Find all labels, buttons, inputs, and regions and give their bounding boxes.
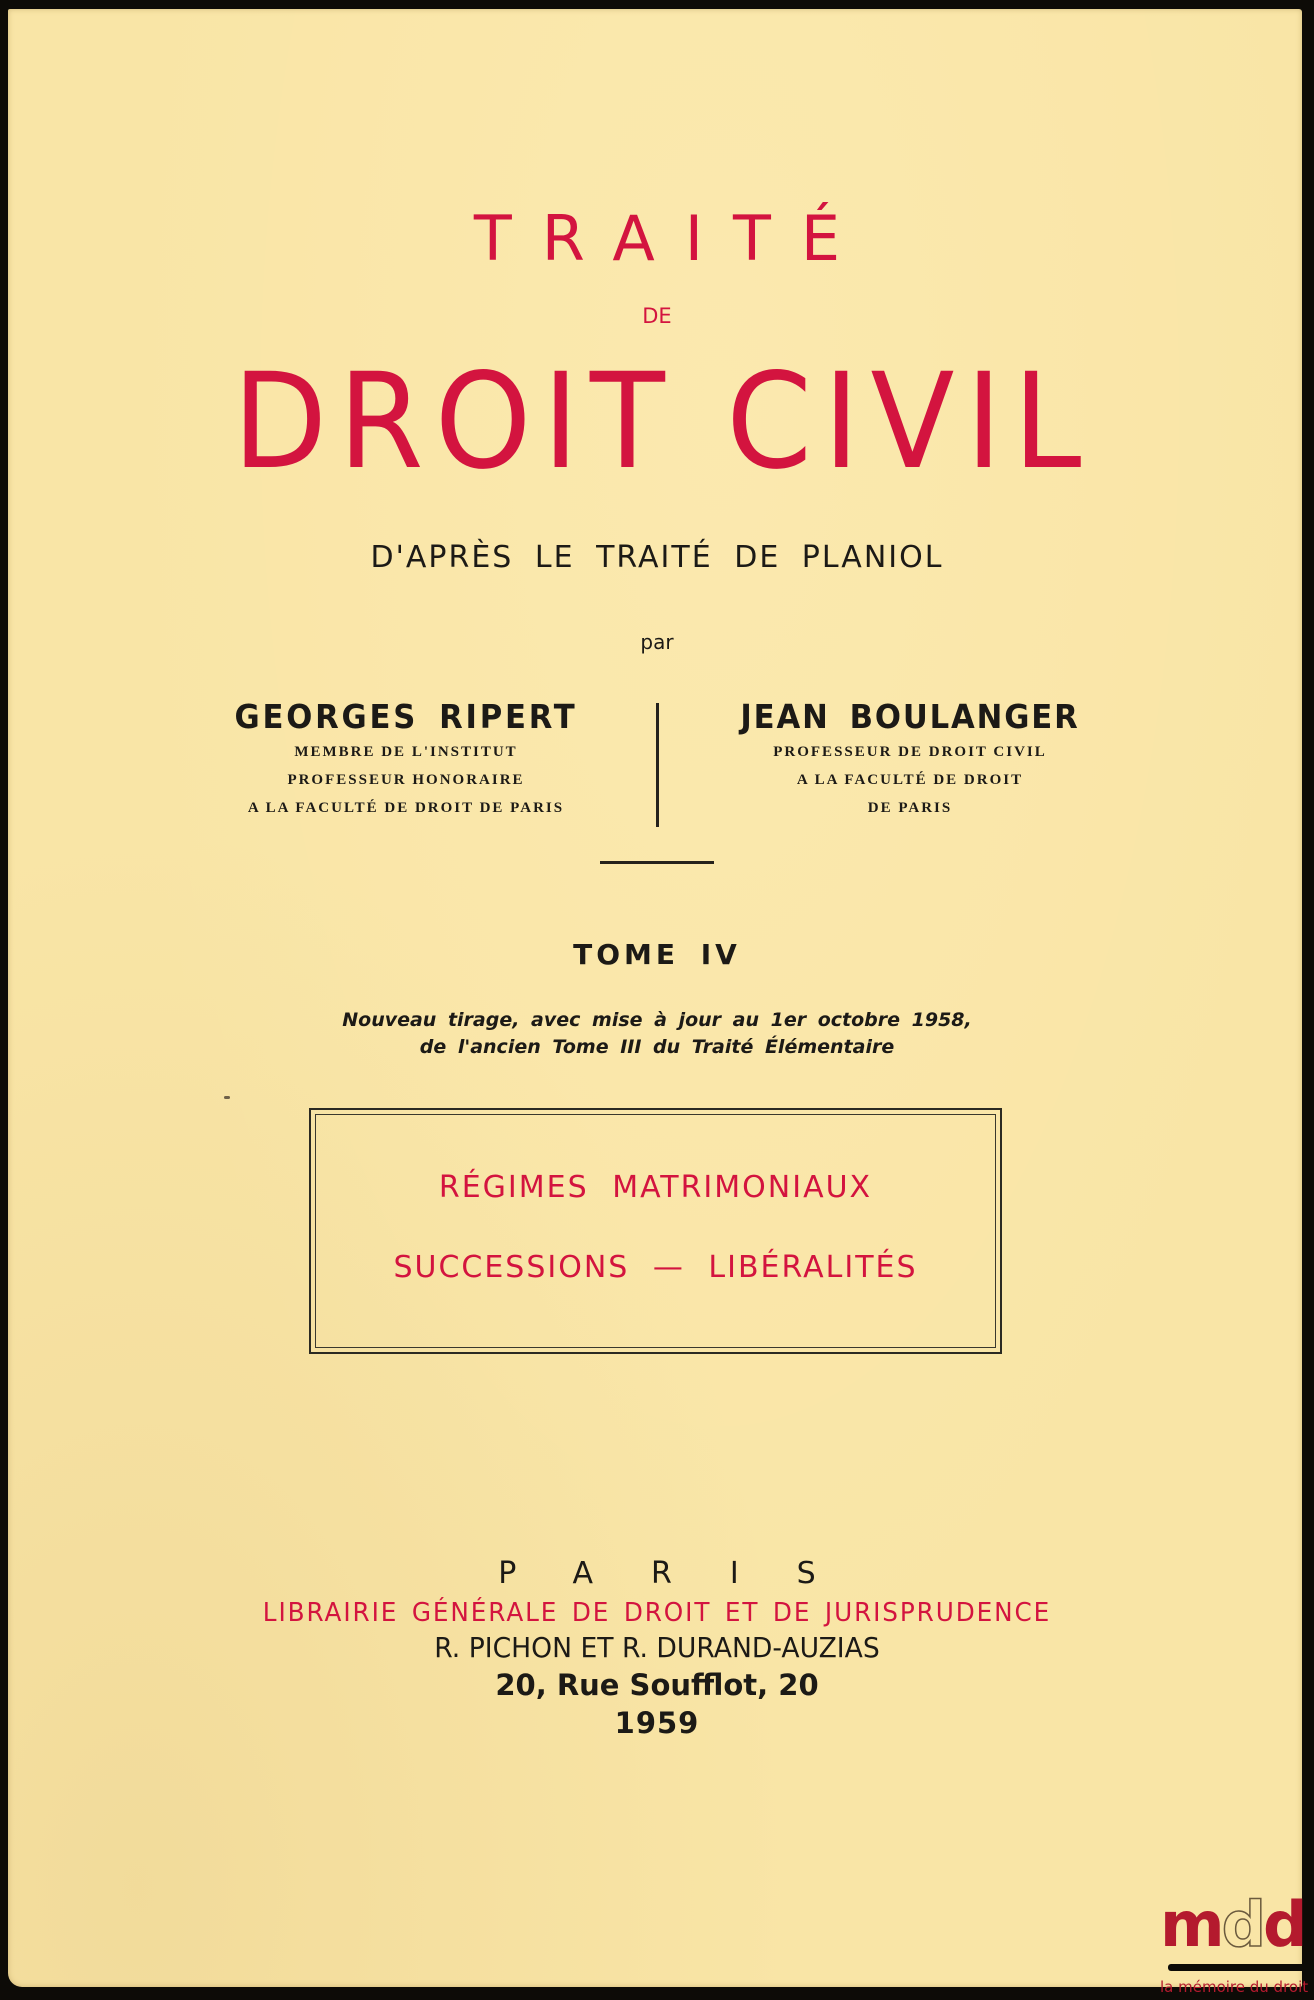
author-title-line: PROFESSEUR HONORAIRE [287, 772, 525, 788]
edition-note-line: de l'ancien Tome III du Traité Élémentaire [419, 1036, 895, 1058]
edition-note-line: Nouveau tirage, avec mise à jour au 1er octobre 1958, [342, 1009, 972, 1031]
paper-speck [224, 1096, 230, 1099]
by-label: par [640, 630, 674, 654]
mdd-logo-icon: mdd [1160, 1888, 1305, 1961]
imprint-address: 20, Rue Soufflot, 20 [495, 1668, 819, 1702]
imprint-year: 1959 [614, 1706, 700, 1740]
logo-underline [1168, 1964, 1314, 1971]
author-name: GEORGES RIPERT [234, 697, 578, 736]
author-boulanger [712, 696, 1108, 822]
subtitle: D'APRÈS LE TRAITÉ DE PLANIOL [370, 540, 944, 575]
topic-line: RÉGIMES MATRIMONIAUX [438, 1170, 873, 1205]
main-title: DROIT CIVIL [232, 345, 1093, 499]
author-title-line: PROFESSEUR DE DROIT CIVIL [773, 744, 1047, 760]
title-de: DE [642, 304, 672, 328]
logo-tagline: la mémoire du droit [1160, 1978, 1309, 1996]
author-title-line: MEMBRE DE L'INSTITUT [294, 744, 518, 760]
imprint-publisher: LIBRAIRIE GÉNÉRALE DE DROIT ET DE JURISPRUDENCE [262, 1598, 1052, 1628]
author-title-line: A LA FACULTÉ DE DROIT DE PARIS [247, 800, 565, 816]
author-name: JEAN BOULANGER [740, 697, 1080, 736]
author-title-line: DE PARIS [867, 800, 953, 816]
author-title-line: A LA FACULTÉ DE DROIT [796, 772, 1024, 788]
volume-label: TOME IV [573, 938, 741, 971]
author-ripert [210, 696, 602, 822]
section-rule [600, 861, 714, 864]
topics-frame-inner [315, 1114, 996, 1348]
mdd-watermark-logo [1150, 1880, 1314, 2000]
title-traite: TRAITÉ [473, 202, 871, 275]
author-divider [656, 703, 659, 827]
edition-note [0, 1007, 1314, 1061]
imprint-printers: R. PICHON ET R. DURAND-AUZIAS [434, 1631, 880, 1664]
imprint-city: PARIS [498, 1556, 874, 1591]
topic-line: SUCCESSIONS — LIBÉRALITÉS [393, 1250, 918, 1285]
topics-frame [309, 1108, 1002, 1354]
